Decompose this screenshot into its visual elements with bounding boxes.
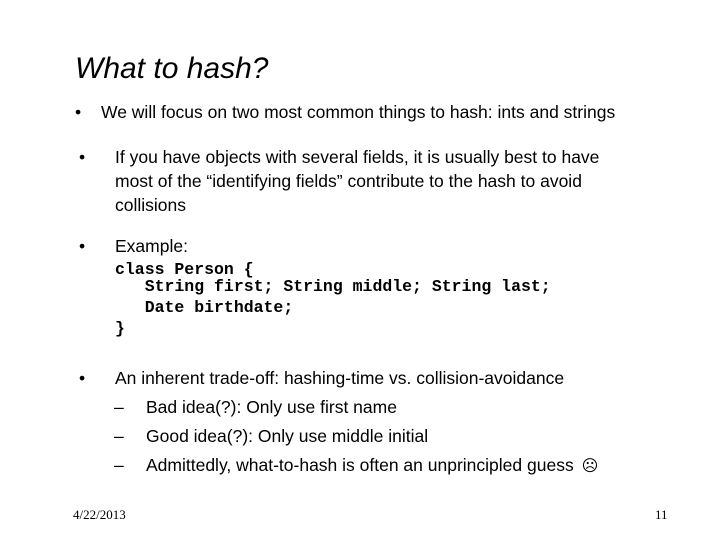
bullet-dot: • (79, 236, 86, 256)
bullet-objects-line-2: most of the “identifying fields” contribute to the hash to avoid (115, 171, 582, 191)
sub-item-text: Good idea(?): Only use middle initial (146, 426, 429, 446)
bullet-dot: • (75, 102, 82, 122)
slide-title: What to hash? (75, 52, 269, 85)
code-line-2: String first; String middle; String last; (115, 277, 551, 296)
footer-page-number: 11 (655, 507, 668, 522)
bullet-dot: • (79, 368, 86, 388)
bullet-objects-line-1: If you have objects with several fields, it is usually best to have (115, 147, 600, 167)
sub-item-dash: – (114, 397, 124, 417)
code-line-3: Date birthdate; (115, 298, 294, 317)
bullet-dot: • (79, 147, 86, 167)
sub-item-dash: – (114, 426, 124, 446)
sub-item-text-with-icon (146, 453, 598, 478)
sub-item-dash: – (114, 455, 124, 475)
footer-date: 4/22/2013 (73, 507, 126, 522)
code-line-1: class Person { (115, 260, 254, 279)
bullet-tradeoff-text: An inherent trade-off: hashing-time vs. collision-avoidance (115, 368, 565, 388)
sub-item-text: Admittedly, what-to-hash is often an unprincipled guess (146, 455, 574, 475)
bullet-example-label: Example: (115, 236, 188, 256)
bullet-intro-text: We will focus on two most common things to hash: ints and strings (101, 102, 616, 122)
sad-face-icon: ☹ (581, 456, 599, 475)
code-line-4: } (115, 319, 125, 338)
sub-item-text: Bad idea(?): Only use first name (146, 397, 397, 417)
bullet-objects-line-3: collisions (115, 195, 186, 215)
